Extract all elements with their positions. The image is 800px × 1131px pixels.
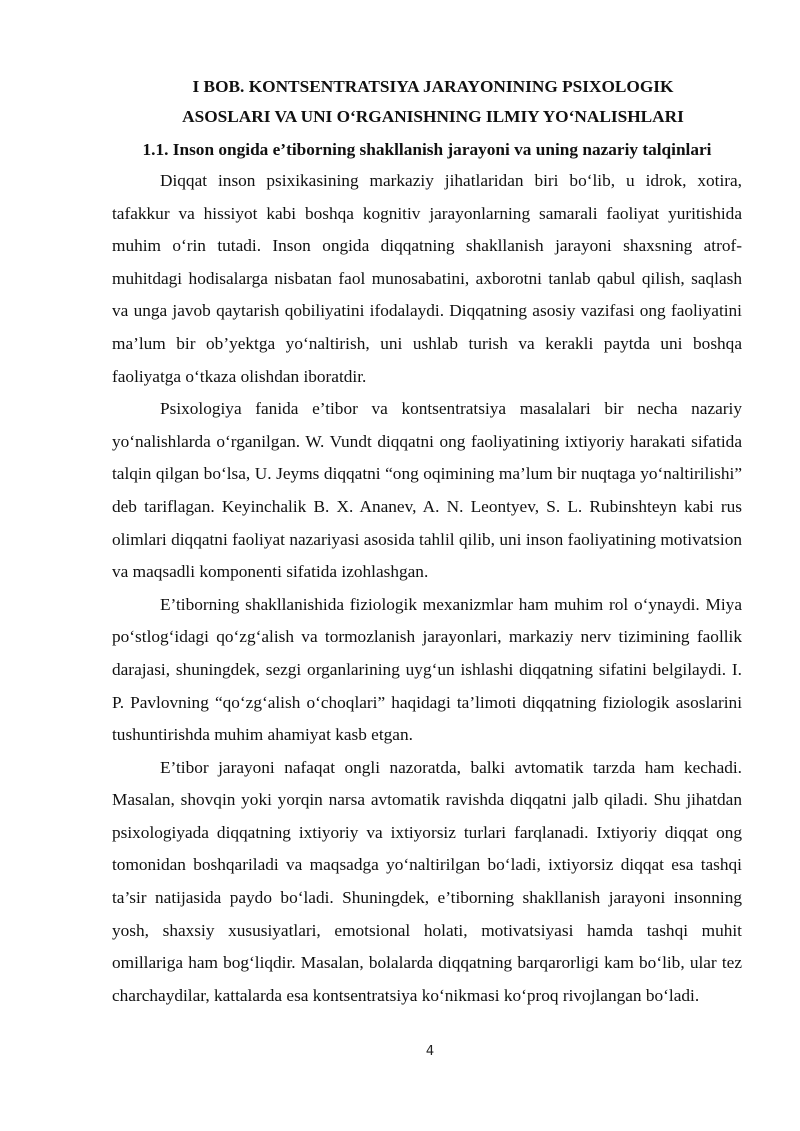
- paragraph-1: Diqqat inson psixikasining markaziy jihatlaridan biri bo‘lib, u idrok, xotira, tafakkur va hissiyot kabi boshqa kognitiv jarayonlarning samarali faoliyat yuritishida muhim o‘rin tutadi. Inson ongida diqqatning shakllanish jarayoni shaxsning atrof-muhitdagi hodisalarga nisbatan faol munosabatini, axborotni tanlab qabul qilish, saqlash va unga javob qaytarish qobiliyatini ifodalaydi. Diqqatning asosiy vazifasi ong faoliyatini ma’lum bir ob’yektga yo‘naltirish, uni ushlab turish va kerakli paytda uni boshqa faoliyatga o‘tkaza olishdan iboratdir.: [112, 171, 742, 386]
- chapter-title-line-1: I BOB. KONTSENTRATSIYA JARAYONINING PSIXOLOGIK: [192, 77, 674, 96]
- page-number: 4: [425, 1044, 435, 1059]
- chapter-title-line-2: ASOSLARI VA UNI O‘RGANISHNING ILMIY YO‘NALISHLARI: [182, 107, 684, 126]
- document-page: [112, 72, 742, 1012]
- paragraph-2: Psixologiya fanida e’tibor va kontsentratsiya masalalari bir necha nazariy yo‘nalishlarda o‘rganilgan. W. Vundt diqqatni ong faoliyatining ixtiyoriy harakati sifatida talqin qilgan bo‘lsa, U. Jeyms diqqatni “ong oqimining ma’lum bir nuqtaga yo‘naltirilishi” deb tariflagan. Keyinchalik B. X. Ananev, A. N. Leontyev, S. L. Rubinshteyn kabi rus olimlari diqqatni faoliyat nazariyasi asosida tahlil qilib, uni inson faoliyatining motivatsion va maqsadli komponenti sifatida izohlashgan.: [112, 399, 742, 582]
- section-title: 1.1. Inson ongida e’tiborning shakllanish jarayoni va uning nazariy talqinlari: [142, 140, 712, 159]
- paragraph-3: E’tiborning shakllanishida fiziologik mexanizmlar ham muhim rol o‘ynaydi. Miya po‘stlog‘idagi qo‘zg‘alish va tormozlanish jarayonlari, markaziy nerv tizimining faollik darajasi, shuningdek, sezgi organlarining uyg‘un ishlashi diqqatning sifatini belgilaydi. I. P. Pavlovning “qo‘zg‘alish o‘choqlari” haqidagi ta’limoti diqqatning fiziologik asoslarini tushuntirishda muhim ahamiyat kasb etgan.: [112, 594, 742, 745]
- chapter-title: [112, 72, 742, 132]
- paragraph-4: E’tibor jarayoni nafaqat ongli nazoratda, balki avtomatik tarzda ham kechadi. Masalan, shovqin yoki yorqin narsa avtomatik ravishda diqqatni jalb qiladi. Shu jihatdan psixologiyada diqqatning ixtiyoriy va ixtiyorsiz turlari farqlanadi. Ixtiyoriy diqqat ong tomonidan boshqariladi va maqsadga yo‘naltirilgan bo‘ladi, ixtiyorsiz diqqat esa tashqi ta’sir natijasida paydo bo‘ladi. Shuningdek, e’tiborning shakllanish jarayoni insonning yosh, shaxsiy xususiyatlari, emotsional holati, motivatsiyasi hamda tashqi muhit omillariga ham bog‘liqdir. Masalan, bolalarda diqqatning barqarorligi kam bo‘lib, ular tez charchaydilar, kattalarda esa kontsentratsiya ko‘nikmasi ko‘proq rivojlangan bo‘ladi.: [112, 757, 742, 1005]
